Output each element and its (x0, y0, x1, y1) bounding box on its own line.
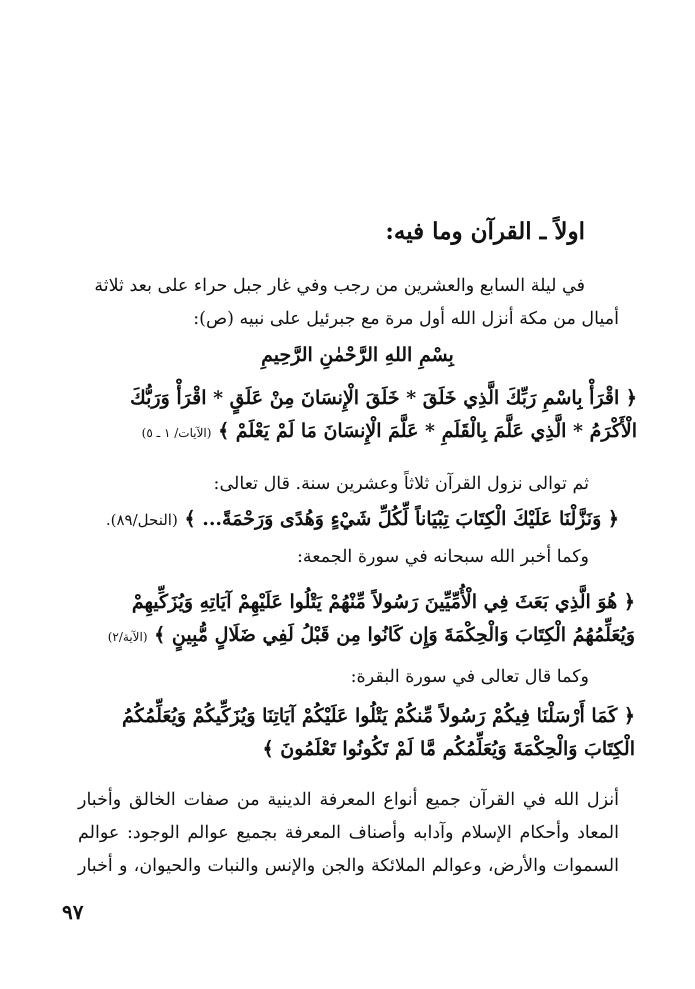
verse-alaq-line-1: ﴿ اقْرَأْ بِاسْمِ رَبِّكَ الَّذِي خَلَقَ * خَلَقَ الْإِنسَانَ مِنْ عَلَقٍ * اقْرَأْ وَرَبُّكَ (130, 387, 637, 409)
paragraph-revelation-period: ثم توالى نزول القرآن ثلاثاً وعشرين سنة. قال تعالى: (213, 474, 589, 494)
verse-jumua-line-2-text: وَيُعَلِّمُهُمُ الْكِتَابَ وَالْحِكْمَةَ وَإِن كَانُوا مِن قَبْلُ لَفِي ضَلَالٍ مُّبِينٍ ﴾ (154, 624, 635, 646)
verse-nahl-text: ﴿ وَنَزَّلْنَا عَلَيْكَ الْكِتَابَ تِبْيَاناً لِّكُلِّ شَيْءٍ وَهُدًى وَرَحْمَةً... ﴾ (184, 508, 619, 530)
paragraph-baqara-intro: وكما قال تعالى في سورة البقرة: (350, 667, 589, 687)
knowledge-line-2: المعاد وأحكام الإسلام وآدابه وأصناف المعرفة بجميع عوالم الوجود: عوالم (78, 823, 619, 843)
page-number: ٩٧ (62, 900, 84, 924)
verse-alaq-line-2-text: الْأَكْرَمُ * الَّذِي عَلَّمَ بِالْقَلَمِ * عَلَّمَ الْإِنسَانَ مَا لَمْ يَعْلَمْ ﴾ (218, 420, 637, 442)
verse-jumua (60, 586, 635, 654)
verse-nahl (100, 503, 619, 537)
basmala: بِسْمِ اللهِ الرَّحْمٰنِ الرَّحِيمِ (261, 344, 454, 366)
section-heading: اولاً ـ القرآن وما فيه: (385, 218, 585, 245)
verse-alaq (60, 382, 637, 450)
verse-baqara-line-1: ﴿ كَمَا أَرْسَلْنَا فِيكُمْ رَسُولاً مِّنكُمْ يَتْلُوا عَلَيْكُمْ آيَاتِنَا وَيُزَكِّيكُمْ وَيُعَلِّمُكُمُ (121, 705, 635, 727)
verse-baqara-line-2: الْكِتَابَ وَالْحِكْمَةَ وَيُعَلِّمُكُم مَّا لَمْ تَكُونُوا تَعْلَمُونَ ﴾ (262, 738, 635, 760)
paragraph-knowledge (78, 784, 619, 883)
knowledge-line-3: السموات والأرض، وعوالم الملائكة والجن والإنس والنبات والحيوان، و أخبار (78, 856, 619, 876)
verse-nahl-reference: (النحل/٨٩). (105, 511, 178, 529)
paragraph-jumua-intro: وكما أخبر الله سبحانه في سورة الجمعة: (296, 547, 589, 567)
verse-jumua-line-1: ﴿ هُوَ الَّذِي بَعَثَ فِي الْأُمِّيِّينَ رَسُولاً مِّنْهُمْ يَتْلُوا عَلَيْهِمْ آيَاتِهِ وَيُزَكِّيهِمْ (131, 591, 635, 613)
intro-line-2: أميال من مكة أنزل الله أول مرة مع جبرئيل على نبيه (ص): (193, 309, 619, 329)
verse-alaq-line-2 (60, 415, 637, 450)
verse-alaq-reference: (الآيات/ ١ ـ ٥) (141, 426, 212, 440)
intro-line-1: في ليلة السابع والعشرين من رجب وفي غار جبل حراء على بعد ثلاثة (94, 276, 585, 296)
verse-baqara (60, 700, 635, 766)
intro-paragraph (78, 270, 619, 336)
verse-jumua-reference: (الآية/٢) (107, 630, 148, 644)
verse-jumua-line-2 (60, 619, 635, 654)
knowledge-line-1: أنزل الله في القرآن جميع أنواع المعرفة الدينية من صفات الخالق وأخبار (78, 790, 619, 810)
